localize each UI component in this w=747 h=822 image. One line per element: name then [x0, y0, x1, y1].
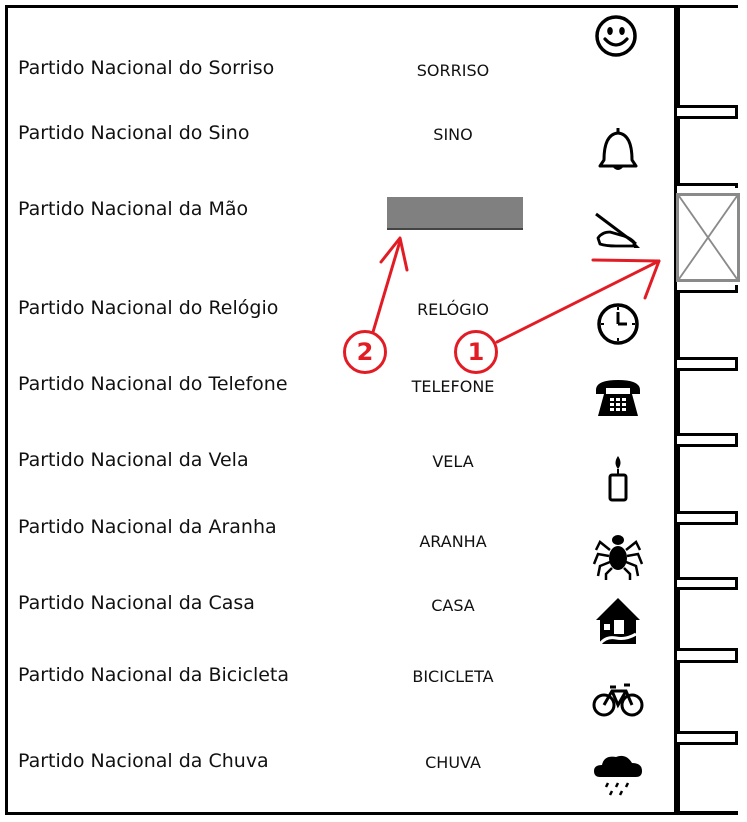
party-abbr-vela: VELA [432, 452, 474, 471]
arrow-1-shaft [497, 261, 659, 342]
party-abbr-relogio: RELÓGIO [417, 300, 489, 319]
party-abbr-sino: SINO [433, 125, 473, 144]
party-name-sorriso: Partido Nacional do Sorriso [18, 57, 275, 79]
party-abbr-chuva: CHUVA [425, 753, 481, 772]
party-name-chuva: Partido Nacional da Chuva [18, 750, 269, 772]
party-abbr-casa: CASA [431, 596, 475, 615]
party-abbr-sorriso: SORRISO [416, 61, 490, 80]
party-name-aranha: Partido Nacional da Aranha [18, 516, 277, 538]
party-name-telefone: Partido Nacional do Telefone [18, 373, 288, 395]
party-name-vela: Partido Nacional da Vela [18, 449, 249, 471]
party-name-casa: Partido Nacional da Casa [18, 592, 255, 614]
party-name-sino: Partido Nacional do Sino [18, 122, 250, 144]
party-name-relogio: Partido Nacional do Relógio [18, 297, 279, 319]
annotation-marker-2: 2 [343, 330, 387, 374]
party-name-bicicleta: Partido Nacional da Bicicleta [18, 664, 290, 686]
party-name-mao: Partido Nacional da Mão [18, 198, 249, 220]
annotation-marker-1: 1 [454, 330, 498, 374]
party-abbr-aranha: ARANHA [419, 532, 487, 551]
party-abbr-telefone: TELEFONE [411, 377, 495, 396]
party-abbr-bicicleta: BICICLETA [412, 667, 494, 686]
